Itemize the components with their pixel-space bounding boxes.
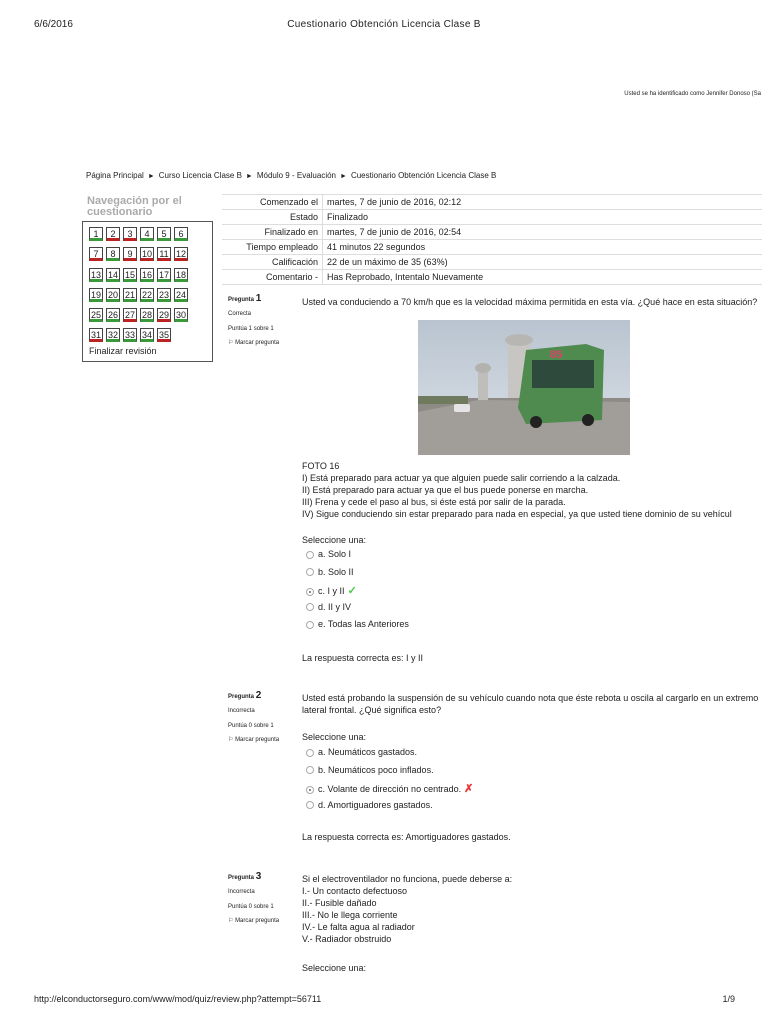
answer-radio[interactable] xyxy=(306,621,314,629)
breadcrumb xyxy=(86,171,496,180)
answer-radio[interactable] xyxy=(306,766,314,774)
summary-label: Comenzado el xyxy=(222,195,323,210)
quiz-nav-question-8[interactable]: 8 xyxy=(106,247,120,261)
svg-text:85: 85 xyxy=(550,349,563,361)
question-info-3 xyxy=(228,873,279,925)
quiz-nav-question-34[interactable]: 34 xyxy=(141,330,152,340)
answer-option-label: d. II y IV xyxy=(318,601,352,612)
flag-icon: ⚐ xyxy=(228,918,234,924)
summary-value: 22 de un máximo de 35 (63%) xyxy=(323,255,763,270)
question-text-1: Usted va conduciendo a 70 km/h que es la velocidad máxima permitida en esta vía. ¿Qué hace en esta situación? xyxy=(302,297,758,307)
select-one-label: Seleccione una: xyxy=(302,732,367,742)
question-info-2 xyxy=(228,692,279,744)
question-body-1 xyxy=(302,460,762,520)
answer-option[interactable] xyxy=(306,567,354,577)
user-info: Usted se ha identificado como Jennifer Donoso (Sa xyxy=(624,91,761,97)
finish-review-link[interactable]: Finalizar revisión xyxy=(89,346,157,356)
answer-radio[interactable] xyxy=(306,588,314,596)
quiz-nav-question-15[interactable]: 15 xyxy=(124,270,135,280)
answer-option[interactable] xyxy=(306,602,351,612)
flag-label: Marcar pregunta xyxy=(235,340,280,346)
question-line: V.- Radiador obstruido xyxy=(302,934,392,944)
quiz-nav-question-5[interactable]: 5 xyxy=(157,227,171,241)
quiz-nav-question-12[interactable]: 12 xyxy=(175,249,186,259)
print-date: 6/6/2016 xyxy=(34,19,73,30)
answer-option-label: d. Amortiguadores gastados. xyxy=(318,799,433,810)
question-photo xyxy=(418,320,630,455)
summary-row xyxy=(222,225,762,240)
summary-label: Comentario - xyxy=(222,270,323,285)
question-line: III) Frena y cede el paso al bus, si éste está por salir de la parada. xyxy=(302,497,566,507)
question-body-3 xyxy=(302,885,762,945)
quiz-nav-question-17[interactable]: 17 xyxy=(158,270,169,280)
answer-option[interactable] xyxy=(306,549,351,559)
answer-option[interactable] xyxy=(306,800,433,810)
summary-row xyxy=(222,210,762,225)
page-number: 1/9 xyxy=(722,994,735,1004)
answer-radio[interactable] xyxy=(306,749,314,757)
quiz-nav-question-9[interactable]: 9 xyxy=(123,247,137,261)
flag-label: Marcar pregunta xyxy=(235,918,280,924)
question-line: IV.- Le falta agua al radiador xyxy=(302,922,415,932)
answer-option[interactable] xyxy=(306,765,434,775)
quiz-nav-question-4[interactable]: 4 xyxy=(140,227,154,241)
question-line: II.- Fusible dañado xyxy=(302,898,377,908)
question-number: 2 xyxy=(255,690,262,701)
flag-icon: ⚐ xyxy=(228,340,234,346)
quiz-nav-question-18[interactable]: 18 xyxy=(175,270,186,280)
flag-question-button[interactable] xyxy=(228,339,279,347)
question-label: Pregunta xyxy=(228,694,255,700)
question-state: Correcta xyxy=(228,311,252,317)
question-line: FOTO 16 xyxy=(302,461,340,471)
quiz-nav-question-3[interactable]: 3 xyxy=(123,227,137,241)
answer-option-label: c. I y II xyxy=(318,586,345,596)
breadcrumb-course[interactable]: Curso Licencia Clase B xyxy=(158,171,242,180)
summary-label: Tiempo empleado xyxy=(222,240,323,255)
question-label: Pregunta xyxy=(228,875,255,881)
incorrect-cross-icon: ✗ xyxy=(461,783,474,795)
answer-option-label: b. Neumáticos poco inflados. xyxy=(318,764,434,775)
answer-option[interactable] xyxy=(306,782,473,795)
quiz-nav-question-7[interactable]: 7 xyxy=(89,247,103,261)
question-grade: Puntúa 1 sobre 1 xyxy=(228,326,274,332)
quiz-nav-question-20[interactable]: 20 xyxy=(107,290,118,300)
answer-radio[interactable] xyxy=(306,551,314,559)
answer-radio[interactable] xyxy=(306,786,314,794)
breadcrumb-quiz[interactable]: Cuestionario Obtención Licencia Clase B xyxy=(350,171,497,180)
correct-answer-2: La respuesta correcta es: Amortiguadores gastados. xyxy=(302,832,511,842)
answer-radio[interactable] xyxy=(306,568,314,576)
quiz-nav-question-6[interactable]: 6 xyxy=(174,227,188,241)
flag-question-button[interactable] xyxy=(228,736,279,744)
answer-option-label: e. Todas las Anteriores xyxy=(318,619,409,629)
quiz-nav-question-29[interactable]: 29 xyxy=(158,310,169,320)
question-line: I.- Un contacto defectuoso xyxy=(302,886,408,896)
quiz-nav-question-1[interactable]: 1 xyxy=(89,227,103,241)
correct-check-icon: ✓ xyxy=(344,585,357,597)
answer-option[interactable] xyxy=(306,619,409,629)
quiz-nav-question-30[interactable]: 30 xyxy=(175,310,186,320)
quiz-nav-title: Navegación por el cuestionario xyxy=(87,195,182,218)
answer-option-label: a. Solo I xyxy=(318,549,352,559)
question-number: 1 xyxy=(255,293,262,304)
quiz-nav-question-22[interactable]: 22 xyxy=(141,290,152,300)
summary-label: Calificación xyxy=(222,255,323,270)
quiz-nav-question-28[interactable]: 28 xyxy=(141,310,152,320)
answer-option-label: c. Volante de dirección no centrado. xyxy=(318,784,462,794)
attempt-summary-table xyxy=(222,194,762,285)
summary-row xyxy=(222,255,762,270)
question-grade: Puntúa 0 sobre 1 xyxy=(228,723,274,729)
correct-answer-1: La respuesta correcta es: I y II xyxy=(302,653,424,663)
breadcrumb-separator: ► xyxy=(245,173,253,180)
select-one-label: Seleccione una: xyxy=(302,535,367,545)
question-label: Pregunta xyxy=(228,297,255,303)
quiz-nav-question-26[interactable]: 26 xyxy=(107,310,118,320)
question-line: I) Está preparado para actuar ya que alguien puede salir corriendo a la calzada. xyxy=(302,473,621,483)
question-text-3: Si el electroventilador no funciona, puede deberse a: xyxy=(302,874,513,884)
breadcrumb-module[interactable]: Módulo 9 - Evaluación xyxy=(256,171,336,180)
question-line: III.- No le llega corriente xyxy=(302,910,398,920)
flag-question-button[interactable] xyxy=(228,917,279,925)
summary-value: martes, 7 de junio de 2016, 02:12 xyxy=(323,195,763,210)
question-number: 3 xyxy=(255,871,262,882)
select-one-label: Seleccione una: xyxy=(302,963,367,973)
answer-radio[interactable] xyxy=(306,801,314,809)
quiz-nav-question-16[interactable]: 16 xyxy=(141,270,152,280)
quiz-nav-question-14[interactable]: 14 xyxy=(107,270,118,280)
question-state: Incorrecta xyxy=(228,708,255,714)
summary-label: Finalizado en xyxy=(222,225,323,240)
quiz-nav-question-25[interactable]: 25 xyxy=(90,310,101,320)
summary-value: martes, 7 de junio de 2016, 02:54 xyxy=(323,225,763,240)
quiz-nav-question-24[interactable]: 24 xyxy=(175,290,186,300)
page-title: Cuestionario Obtención Licencia Clase B xyxy=(287,19,481,30)
quiz-nav-question-13[interactable]: 13 xyxy=(90,270,101,280)
summary-value: 41 minutos 22 segundos xyxy=(323,240,763,255)
question-grade: Puntúa 0 sobre 1 xyxy=(228,904,274,910)
question-line: II) Está preparado para actuar ya que el bus puede ponerse en marcha. xyxy=(302,485,589,495)
page-url: http://elconductorseguro.com/www/mod/quiz/review.php?attempt=56711 xyxy=(34,994,322,1004)
flag-icon: ⚐ xyxy=(228,737,234,743)
answer-radio[interactable] xyxy=(306,603,314,611)
answer-option-label: b. Solo II xyxy=(318,566,354,577)
summary-row xyxy=(222,195,762,210)
quiz-nav-question-2[interactable]: 2 xyxy=(106,227,120,241)
quiz-nav-question-21[interactable]: 21 xyxy=(124,290,135,300)
answer-option[interactable] xyxy=(306,584,357,597)
breadcrumb-separator: ► xyxy=(147,173,155,180)
breadcrumb-separator: ► xyxy=(340,173,347,180)
quiz-nav-question-23[interactable]: 23 xyxy=(158,290,169,300)
quiz-nav-question-19[interactable]: 19 xyxy=(90,290,101,300)
answer-option-label: a. Neumáticos gastados. xyxy=(318,747,418,757)
summary-value: Has Reprobado, Intentalo Nuevamente xyxy=(323,270,763,285)
quiz-nav-question-35[interactable]: 35 xyxy=(158,330,169,340)
answer-option[interactable] xyxy=(306,747,417,757)
quiz-nav-question-10[interactable]: 10 xyxy=(141,249,152,259)
question-line: IV) Sigue conduciendo sin estar preparado para nada en especial, ya que usted tiene dominio de su vehícul xyxy=(302,509,732,519)
flag-label: Marcar pregunta xyxy=(235,737,280,743)
summary-row xyxy=(222,240,762,255)
quiz-nav-panel xyxy=(82,221,213,362)
quiz-nav-question-33[interactable]: 33 xyxy=(124,330,135,340)
question-text-2: Usted está probando la suspensión de su vehículo cuando nota que éste rebota u oscila al cargarlo en un extremo lateral frontal. ¿Qué significa esto? xyxy=(302,693,759,715)
quiz-nav-question-11[interactable]: 11 xyxy=(157,247,171,261)
quiz-nav-question-32[interactable]: 32 xyxy=(107,330,118,340)
summary-value: Finalizado xyxy=(323,210,763,225)
question-state: Incorrecta xyxy=(228,889,255,895)
summary-row xyxy=(222,270,762,285)
summary-label: Estado xyxy=(222,210,323,225)
breadcrumb-home[interactable]: Página Principal xyxy=(86,171,144,180)
quiz-nav-question-31[interactable]: 31 xyxy=(90,330,101,340)
question-info-1 xyxy=(228,295,279,347)
quiz-nav-question-27[interactable]: 27 xyxy=(124,310,135,320)
